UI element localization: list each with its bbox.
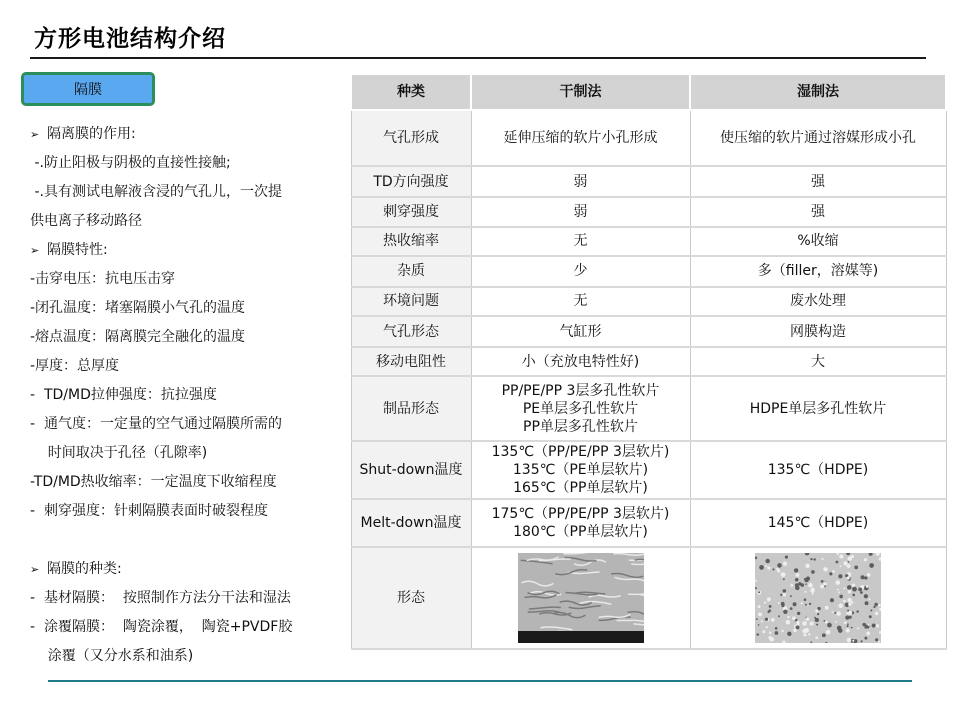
notes-text: -击穿电压：抗电压击穿 (30, 271, 176, 287)
notes-line (30, 468, 330, 497)
notes-text: -TD/MD热收缩率：一定温度下收缩程度 (30, 474, 277, 490)
table-row (351, 347, 946, 376)
wet-process-cell: 废水处理 (690, 287, 946, 316)
wet-process-cell: 大 (690, 347, 946, 376)
dry-process-cell: 气缸形 (471, 316, 690, 347)
notes-line (30, 381, 330, 410)
notes-text: 隔离膜的作用: (47, 126, 136, 142)
wet-process-cell: 强 (690, 197, 946, 226)
dry-process-cell: 无 (471, 227, 690, 256)
row-label: Shut-down温度 (351, 441, 471, 499)
dry-process-cell: 少 (471, 256, 690, 287)
dry-process-cell: 延伸压缩的软片小孔形成 (471, 110, 690, 166)
header-dry-process: 干制法 (471, 74, 690, 110)
notes-text: -.具有测试电解液含浸的气孔儿，一次提 (30, 184, 282, 200)
wet-process-photo-cell (690, 547, 946, 649)
row-label: 制品形态 (351, 376, 471, 441)
separator-comparison-table (350, 73, 947, 650)
notes-heading (30, 236, 330, 265)
dry-process-photo-cell (471, 547, 690, 649)
table-row (351, 441, 946, 499)
notes-text: -厚度：总厚度 (30, 358, 120, 374)
table-row (351, 110, 946, 166)
notes-text: - TD/MD拉伸强度：抗拉强度 (30, 387, 217, 403)
row-label: 形态 (351, 547, 471, 649)
table-row (351, 376, 946, 441)
dry-process-cell: 175℃（PP/PE/PP 3层软片) 180℃（PP单层软片) (471, 499, 690, 547)
notes-text: - 通气度：一定量的空气通过隔膜所需的 (30, 416, 282, 432)
notes-spacer (30, 526, 330, 555)
notes-text: 隔膜的种类: (47, 561, 122, 577)
notes-text: -熔点温度：隔离膜完全融化的温度 (30, 329, 246, 345)
row-label: 移动电阻性 (351, 347, 471, 376)
notes-text: - 涂覆隔膜： 陶瓷涂覆， 陶瓷+PVDF胶 (30, 619, 293, 635)
header-category: 种类 (351, 74, 471, 110)
wet-process-cell: 使压缩的软片通过溶媒形成小孔 (690, 110, 946, 166)
dry-process-cell: 弱 (471, 166, 690, 197)
notes-line (30, 613, 330, 642)
notes-line (30, 410, 330, 439)
notes-text: -闭孔温度：堵塞隔膜小气孔的温度 (30, 300, 246, 316)
dry-process-micrograph-image (518, 553, 644, 643)
dry-process-cell: PP/PE/PP 3层多孔性软片 PE单层多孔性软片 PP单层多孔性软片 (471, 376, 690, 441)
table-row (351, 287, 946, 316)
table-row (351, 316, 946, 347)
dry-process-cell: 无 (471, 287, 690, 316)
wet-process-cell: 网膜构造 (690, 316, 946, 347)
dry-process-cell: 135℃（PP/PE/PP 3层软片) 135℃（PE单层软片) 165℃（PP单层软片) (471, 441, 690, 499)
notes-text: - 刺穿强度：针刺隔膜表面时破裂程度 (30, 503, 268, 519)
wet-process-cell: HDPE单层多孔性软片 (690, 376, 946, 441)
wet-process-cell: 145℃（HDPE) (690, 499, 946, 547)
notes-line (30, 352, 330, 381)
arrow-bullet-icon: ➢ (30, 244, 40, 257)
notes-text: 隔膜特性: (47, 242, 108, 258)
notes-line (30, 497, 330, 526)
notes-line (30, 149, 330, 178)
row-label: Melt-down温度 (351, 499, 471, 547)
notes-line (30, 294, 330, 323)
table-row-photos (351, 547, 946, 649)
dry-process-cell: 小（充放电特性好) (471, 347, 690, 376)
table-header-row (351, 74, 946, 110)
notes-text: 时间取决于孔径（孔隙率) (30, 445, 208, 461)
table-row (351, 256, 946, 287)
row-label: 杂质 (351, 256, 471, 287)
page-title: 方形电池结构介绍 (34, 26, 226, 52)
row-label: TD方向强度 (351, 166, 471, 197)
table-row (351, 197, 946, 226)
notes-heading (30, 555, 330, 584)
row-label: 气孔形成 (351, 110, 471, 166)
footer-divider (48, 680, 912, 682)
separator-tag-button[interactable]: 隔膜 (21, 72, 155, 106)
row-label: 热收缩率 (351, 227, 471, 256)
row-label: 气孔形态 (351, 316, 471, 347)
notes-line (30, 207, 330, 236)
notes-line (30, 439, 330, 468)
title-divider (30, 57, 926, 59)
notes-line (30, 178, 330, 207)
notes-line (30, 642, 330, 671)
row-label: 刺穿强度 (351, 197, 471, 226)
wet-process-cell: 强 (690, 166, 946, 197)
notes-text: -.防止阳极与阴极的直接性接触; (30, 155, 231, 171)
row-label: 环境问题 (351, 287, 471, 316)
notes-text: 供电离子移动路径 (30, 213, 142, 229)
dry-process-cell: 弱 (471, 197, 690, 226)
notes-heading (30, 120, 330, 149)
table-row (351, 166, 946, 197)
table-row (351, 227, 946, 256)
notes-line (30, 584, 330, 613)
wet-process-cell: %收缩 (690, 227, 946, 256)
notes-line (30, 265, 330, 294)
header-wet-process: 湿制法 (690, 74, 946, 110)
wet-process-cell: 多（filler，溶媒等) (690, 256, 946, 287)
table-row (351, 499, 946, 547)
arrow-bullet-icon: ➢ (30, 563, 40, 576)
arrow-bullet-icon: ➢ (30, 128, 40, 141)
notes-text: 涂覆（又分水系和油系) (30, 648, 194, 664)
notes-text: - 基材隔膜： 按照制作方法分干法和湿法 (30, 590, 291, 606)
notes-list (30, 120, 330, 671)
wet-process-cell: 135℃（HDPE) (690, 441, 946, 499)
wet-process-micrograph-image (755, 553, 881, 643)
notes-line (30, 323, 330, 352)
